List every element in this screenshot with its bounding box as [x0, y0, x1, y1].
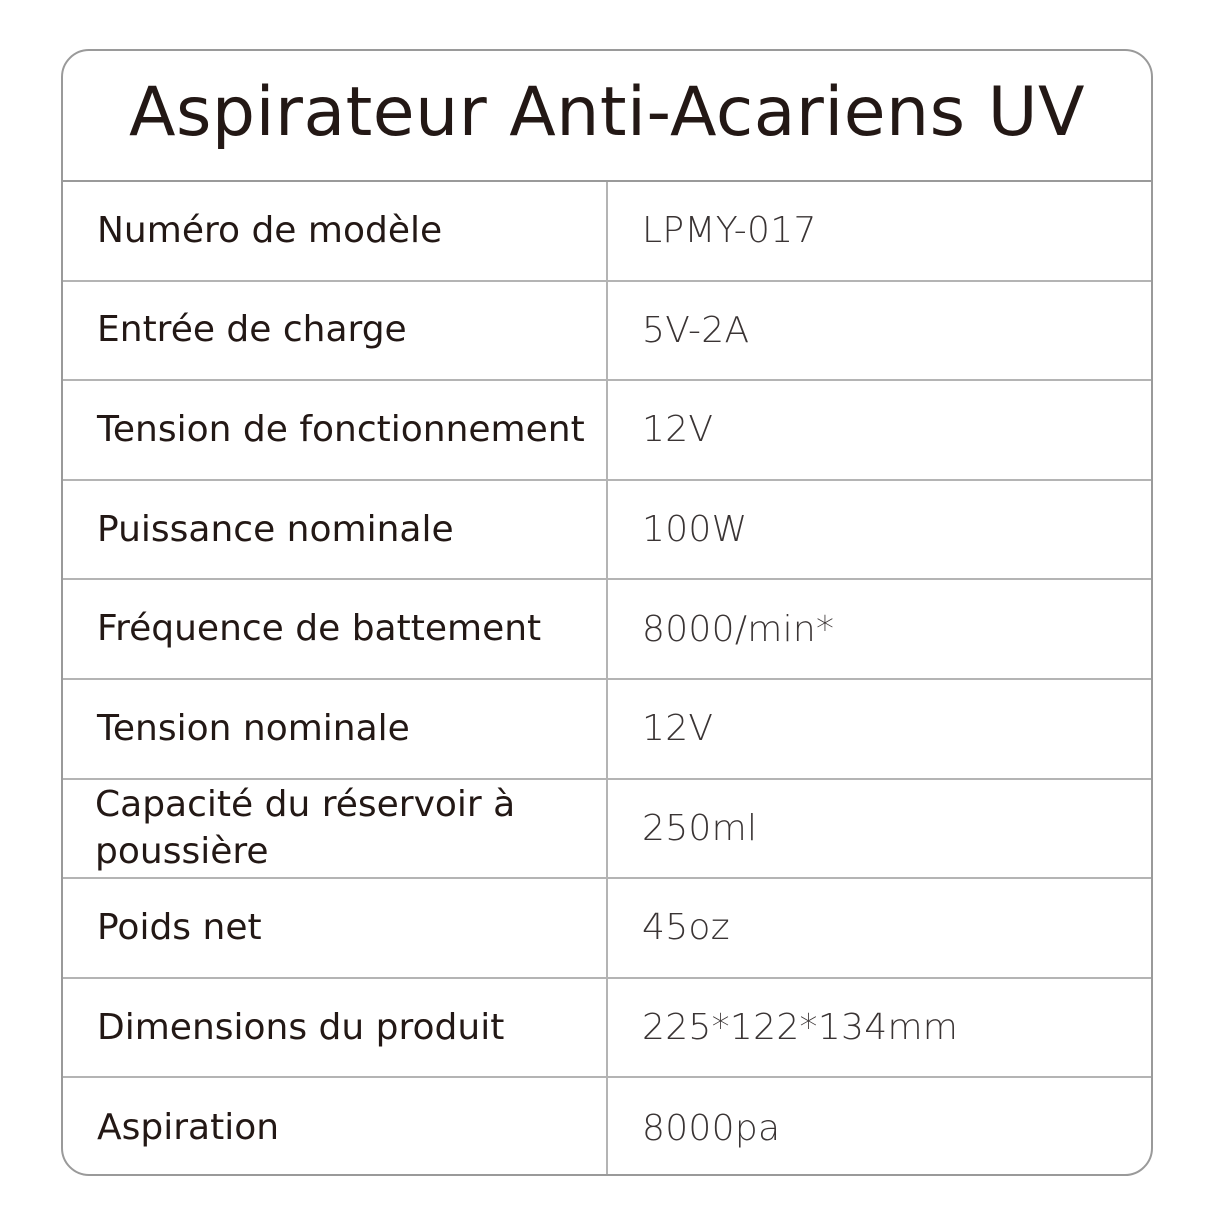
spec-label: Capacité du réservoir à poussière	[63, 780, 608, 878]
spec-label: Aspiration	[63, 1078, 608, 1176]
title-row	[63, 51, 1151, 182]
table-row	[63, 879, 1151, 979]
spec-value: 45oz	[642, 907, 730, 949]
spec-value: 8000/min*	[642, 608, 835, 650]
spec-value: 12V	[642, 708, 714, 750]
table-row	[63, 1078, 1151, 1176]
spec-rows	[63, 182, 1151, 1176]
spec-table-card	[61, 49, 1153, 1176]
spec-value: 250ml	[642, 807, 758, 849]
table-row	[63, 182, 1151, 282]
page-title: Aspirateur Anti-Acariens UV	[128, 73, 1085, 152]
spec-label: Puissance nominale	[63, 481, 608, 579]
spec-label: Entrée de charge	[63, 282, 608, 380]
table-row	[63, 979, 1151, 1079]
spec-label: Dimensions du produit	[63, 979, 608, 1077]
spec-value: 225*122*134mm	[642, 1007, 959, 1049]
table-row	[63, 282, 1151, 382]
spec-value: 8000pa	[642, 1107, 781, 1149]
spec-value: 5V-2A	[642, 309, 750, 351]
spec-label: Tension nominale	[63, 680, 608, 778]
table-row	[63, 381, 1151, 481]
table-row	[63, 780, 1151, 880]
table-row	[63, 680, 1151, 780]
spec-value: LPMY-017	[642, 210, 817, 252]
spec-value: 100W	[642, 509, 748, 551]
spec-label: Poids net	[63, 879, 608, 977]
spec-label: Numéro de modèle	[63, 182, 608, 280]
table-row	[63, 580, 1151, 680]
table-row	[63, 481, 1151, 581]
spec-label: Tension de fonctionnement	[63, 381, 608, 479]
spec-value: 12V	[642, 409, 714, 451]
spec-label: Fréquence de battement	[63, 580, 608, 678]
